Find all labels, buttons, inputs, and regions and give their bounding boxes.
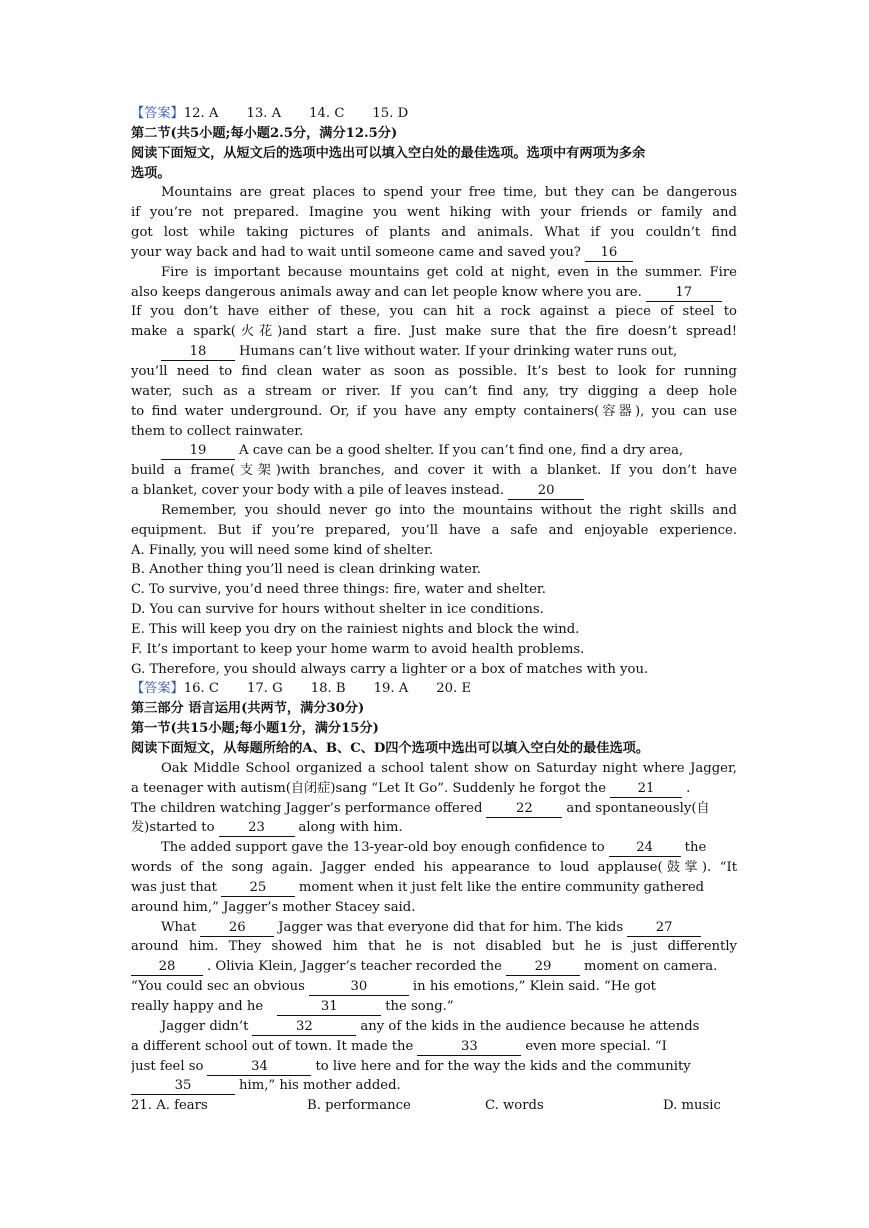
choice-a: 21. A. fears xyxy=(131,1098,208,1114)
passage-line: Remember, you should never go into the mountains without the right skills and xyxy=(161,502,737,518)
answer-item: 20. E xyxy=(436,681,472,697)
answer-line-12-15 xyxy=(131,104,737,124)
passage-line: your way back and had to wait until someone came and saved you? 16 xyxy=(131,243,737,263)
option-e: E. This will keep you dry on the rainiest nights and block the wind. xyxy=(131,621,580,637)
blank-22: 22 xyxy=(486,800,562,818)
blank-16: 16 xyxy=(585,244,633,262)
blank-28: 28 xyxy=(131,958,203,976)
passage-line: What 26 Jagger was that everyone did that for him. The kids 27 xyxy=(131,918,737,938)
blank-25: 25 xyxy=(221,879,295,897)
blank-19: 19 xyxy=(161,442,235,460)
blank-21: 21 xyxy=(610,780,682,798)
passage-line: Mountains are great places to spend your free time, but they can be dangerous xyxy=(161,185,737,201)
option-c: C. To survive, you’d need three things: fire, water and shelter. xyxy=(131,582,546,598)
blank-29: 29 xyxy=(506,958,580,976)
answer-tag: 【答案】 xyxy=(131,681,184,697)
passage-line: The added support gave the 13-year-old boy enough confidence to 24 the xyxy=(161,840,707,856)
passage-line: Oak Middle School organized a school talent show on Saturday night where Jagger, xyxy=(161,760,737,776)
answer-tag: 【答案】 xyxy=(131,106,184,121)
passage-line: a blanket, cover your body with a pile of leaves instead. 20 xyxy=(131,481,737,501)
part3-section1-header: 第一节(共15小题;每小题1分，满分15分) xyxy=(131,721,379,737)
option-a: A. Finally, you will need some kind of shelter. xyxy=(131,542,434,558)
answer-item: 13. A xyxy=(246,106,282,121)
answer-item: 19. A xyxy=(373,681,409,697)
part3-header: 第三部分 语言运用(共两节，满分30分) xyxy=(131,701,365,717)
choice-c: C. words xyxy=(485,1098,544,1114)
option-f: F. It’s important to keep your home warm to avoid health problems. xyxy=(131,641,585,657)
passage-line: The children watching Jagger’s performance offered 22 and spontaneously(自 xyxy=(131,800,710,816)
passage-line: Jagger didn’t 32 any of the kids in the audience because he attends xyxy=(161,1018,700,1034)
passage-line: to find water underground. Or, if you have any empty containers(容器), you can use xyxy=(131,403,737,419)
passage-line: water, such as a stream or river. If you can’t find any, try digging a deep hole xyxy=(131,383,737,399)
blank-31: 31 xyxy=(277,998,381,1016)
answer-item: 12. A xyxy=(183,106,219,121)
blank-17: 17 xyxy=(646,284,722,302)
answer-item: 17. G xyxy=(247,681,283,697)
blank-33: 33 xyxy=(417,1038,521,1056)
passage-line: if you’re not prepared. Imagine you went hiking with your friends or family and xyxy=(131,205,737,221)
passage-line: a teenager with autism(自闭症)sang “Let It Go”. Suddenly he forgot the 21 . xyxy=(131,780,691,796)
passage-line: 18 Humans can’t live without water. If your drinking water runs out, xyxy=(131,342,737,362)
answer-item: 16. C xyxy=(183,681,220,697)
blank-23: 23 xyxy=(219,819,295,837)
blank-35: 35 xyxy=(131,1077,235,1095)
section2-header: 第二节(共5小题;每小题2.5分，满分12.5分) xyxy=(131,125,398,141)
passage-line: 发)started to 23 along with him. xyxy=(131,820,403,836)
answer-item: 14. C xyxy=(309,106,345,121)
blank-30: 30 xyxy=(309,978,409,996)
passage-line: Fire is important because mountains get cold at night, even in the summer. Fire xyxy=(161,264,737,280)
passage-line: also keeps dangerous animals away and can let people know where you are. 17 xyxy=(131,283,737,303)
passage-line: 28 . Olivia Klein, Jagger’s teacher recorded the 29 moment on camera. xyxy=(131,957,737,977)
passage-line: “You could sec an obvious 30 in his emotions,” Klein said. “He got xyxy=(131,979,656,995)
question-21-choices xyxy=(131,1096,737,1116)
passage-line: If you don’t have either of these, you can hit a rock against a piece of steel to xyxy=(131,304,737,320)
blank-34: 34 xyxy=(207,1058,311,1076)
passage-line: around him. They showed him that he is not disabled but he is just differently xyxy=(131,939,737,955)
passage-line: build a frame(支架)with branches, and cover it with a blanket. If you don’t have xyxy=(131,463,737,479)
passage-line: really happy and he 31 the song.” xyxy=(131,998,454,1014)
answer-item: 18. B xyxy=(310,681,346,697)
passage-line: you’ll need to find clean water as soon as possible. It’s best to look for running xyxy=(131,363,737,379)
passage-line: make a spark(火花)and start a fire. Just make sure that the fire doesn’t spread! xyxy=(131,324,737,340)
option-b: B. Another thing you’ll need is clean drinking water. xyxy=(131,562,481,578)
passage-line: words of the song again. Jagger ended his appearance to loud applause(鼓掌). “It xyxy=(131,860,737,876)
option-d: D. You can survive for hours without shelter in ice conditions. xyxy=(131,602,544,618)
passage-line: 19 A cave can be a good shelter. If you can’t find one, find a dry area, xyxy=(131,441,737,461)
blank-18: 18 xyxy=(161,343,235,361)
answer-item: 15. D xyxy=(372,106,409,121)
passage-line: got lost while taking pictures of plants and animals. What if you couldn’t find xyxy=(131,225,737,241)
section2-instruction: 阅读下面短文，从短文后的选项中选出可以填入空白处的最佳选项。选项中有两项为多余 xyxy=(131,145,646,161)
passage-line: around him,” Jagger’s mother Stacey said. xyxy=(131,899,416,915)
blank-20: 20 xyxy=(508,482,584,500)
section2-instruction-cont: 选项。 xyxy=(131,165,171,181)
answer-line-16-20 xyxy=(131,679,737,699)
blank-26: 26 xyxy=(200,919,274,937)
passage-line: was just that 25 moment when it just felt like the entire community gathered xyxy=(131,879,705,895)
choice-b: B. performance xyxy=(307,1098,411,1114)
part3-instruction: 阅读下面短文，从每题所给的A、B、C、D四个选项中选出可以填入空白处的最佳选项。 xyxy=(131,741,650,756)
passage-line: them to collect rainwater. xyxy=(131,423,304,439)
blank-24: 24 xyxy=(609,839,681,857)
choice-d: D. music xyxy=(663,1098,721,1114)
option-g: G. Therefore, you should always carry a lighter or a box of matches with you. xyxy=(131,661,649,677)
passage-line: 35 him,” his mother added. xyxy=(131,1076,737,1096)
passage-line: just feel so 34 to live here and for the way the kids and the community xyxy=(131,1058,691,1074)
blank-27: 27 xyxy=(627,919,701,937)
passage-line: equipment. But if you’re prepared, you’ll have a safe and enjoyable experience. xyxy=(131,522,737,538)
blank-32: 32 xyxy=(252,1018,356,1036)
passage-line: a different school out of town. It made the 33 even more special. “I xyxy=(131,1038,667,1054)
document-page xyxy=(131,104,737,1116)
